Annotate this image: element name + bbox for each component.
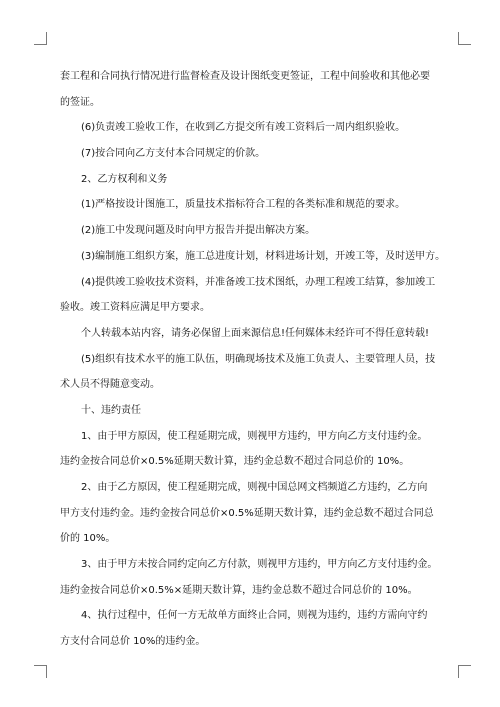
paragraph-line: (6)负责竣工验收工作，在收到乙方提交所有竣工资料后一周内组织验收。 [81, 122, 406, 134]
paragraph-line: 3、由于甲方未按合同约定向乙方付款，则视甲方违约，甲方向乙方支付违约金。 [81, 559, 438, 571]
crop-mark-top-right [458, 32, 471, 45]
paragraph-line: 1、由于甲方原因，使工程延期完成，则视甲方违约，甲方向乙方支付违约金。 [81, 430, 428, 442]
crop-mark-bottom-right [458, 665, 471, 678]
paragraph-line: 套工程和合同执行情况进行监督检查及设计图纸变更签证，工程中间验收和其他必要 [60, 71, 430, 82]
paragraph-line: (2)施工中发现问题及时向甲方报告并提出解决方案。 [81, 225, 316, 237]
paragraph-line: (4)提供竣工验收技术资料，并准备竣工技术图纸，办理工程竣工结算，参加竣工 [81, 276, 436, 288]
paragraph-line: (3)编制施工组织方案，施工总进度计划，材料进场计划，开竣工等，及时送甲方。 [81, 250, 446, 262]
section-heading: 十、违约责任 [81, 404, 141, 416]
paragraph-line: 甲方支付违约金。违约金按合同总价×0.5%延期天数计算，违约金总数不超过合同总 [60, 507, 434, 519]
paragraph-line: (5)组织有技术水平的施工队伍，明确现场技术及施工负责人、主要管理人员，技 [81, 353, 436, 365]
paragraph-line: 的签证。 [60, 96, 100, 108]
paragraph-line: 术人员不得随意变动。 [60, 379, 160, 391]
crop-mark-bottom-left [34, 665, 47, 678]
paragraph-line: (7)按合同向乙方支付本合同规定的价款。 [81, 148, 266, 160]
body-text [60, 64, 446, 655]
crop-mark-top-left [34, 32, 47, 45]
paragraph-line: 方支付合同总价 10%的违约金。 [60, 636, 206, 648]
paragraph-line: 4、执行过程中，任何一方无故单方面终止合同，则视为违约，违约方需向守约 [81, 610, 428, 622]
paragraph-line: (1)严格按设计图施工，质量技术指标符合工程的各类标准和规范的要求。 [81, 199, 406, 211]
paragraph-line: 个人转载本站内容，请务必保留上面来源信息!任何媒体未经许可不得任意转载! [81, 327, 430, 339]
paragraph-line: 价的 10%。 [60, 533, 116, 545]
section-heading: 2、乙方权利和义务 [81, 173, 168, 185]
paragraph-line: 验收。竣工资料应满足甲方要求。 [60, 302, 210, 314]
paragraph-line: 2、由于乙方原因，使工程延期完成，则视中国总网文档频道乙方违约，乙方向 [81, 482, 428, 493]
paragraph-line: 违约金按合同总价×0.5%×延期天数计算，违约金总数不超过合同总价的 10%。 [60, 584, 418, 596]
paragraph-line: 违约金按合同总价×0.5%延期天数计算，违约金总数不超过合同总价的 10%。 [60, 456, 410, 468]
